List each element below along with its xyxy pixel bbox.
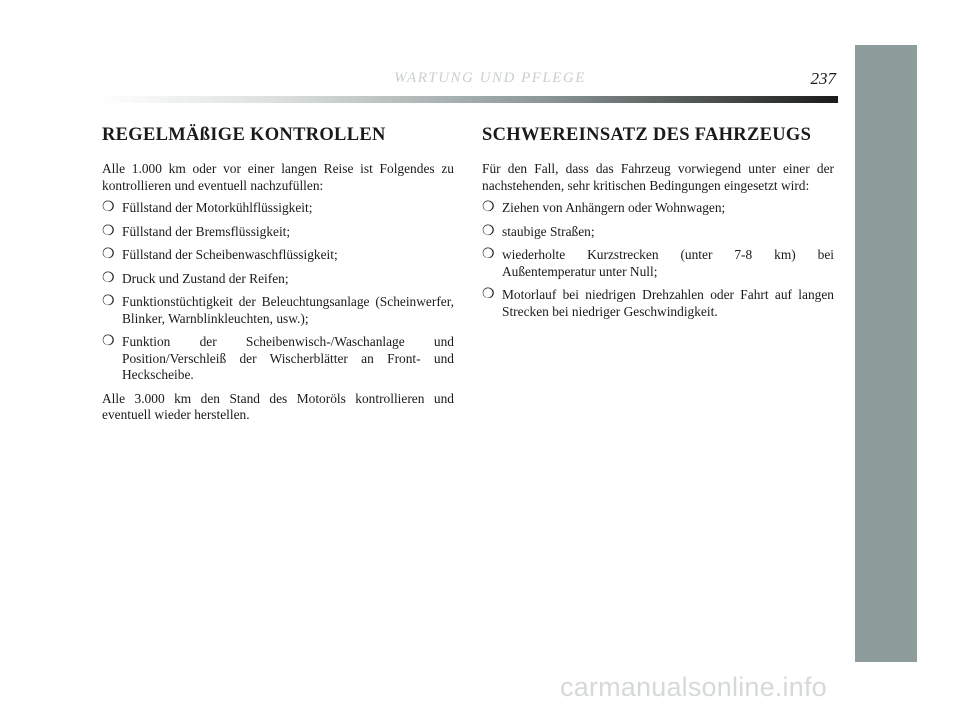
- list-item-text: Ziehen von Anhängern oder Wohnwagen;: [502, 200, 726, 215]
- list-item-text: Funktionstüchtigkeit der Beleuchtungsanlage (Scheinwerfer, Blinker, Warnblinkleuchten, usw.);: [122, 294, 454, 326]
- list-item: [482, 224, 834, 241]
- list-item: [482, 200, 834, 217]
- circle-bullet-icon: ❍: [482, 287, 495, 302]
- section-heading-heavy-use: SCHWEREINSATZ DES FAHRZEUGS: [482, 125, 812, 145]
- list-item-text: Füllstand der Motorkühlflüssigkeit;: [122, 200, 313, 215]
- list-item: [102, 224, 454, 241]
- right-column: [482, 124, 834, 327]
- list-item-text: Motorlauf bei niedrigen Drehzahlen oder Fahrt auf langen Strecken bei niedriger Geschwindigkeit.: [502, 287, 834, 319]
- list-item-text: Füllstand der Bremsflüssigkeit;: [122, 223, 291, 239]
- circle-bullet-icon: ❍: [482, 223, 495, 239]
- header-rule: [100, 96, 838, 103]
- list-item: [102, 334, 454, 384]
- left-outro: Alle 3.000 km den Stand des Motoröls kontrollieren und eventuell wieder herstellen.: [102, 390, 454, 422]
- right-intro: Für den Fall, dass das Fahrzeug vorwiegend unter einer der nachstehenden, sehr kritischen Bedingungen eingesetzt wird:: [482, 161, 834, 193]
- list-item-text: staubige Straßen;: [502, 223, 595, 239]
- watermark: carmanualsonline.info: [560, 672, 827, 702]
- circle-bullet-icon: ❍: [482, 247, 495, 262]
- list-item-text: Funktion der Scheibenwisch-/Waschanlage und Position/Verschleiß der Wischerblätter an Front- und Heckscheibe.: [122, 334, 454, 382]
- circle-bullet-icon: ❍: [102, 223, 115, 239]
- left-intro: Alle 1.000 km oder vor einer langen Reise ist Folgendes zu kontrollieren und eventuell nachzufüllen:: [102, 161, 454, 193]
- circle-bullet-icon: ❍: [102, 334, 115, 349]
- list-item: [482, 247, 834, 280]
- left-column: [102, 124, 454, 430]
- circle-bullet-icon: ❍: [482, 200, 495, 215]
- list-item-text: Füllstand der Scheibenwaschflüssigkeit;: [122, 247, 338, 262]
- list-item: [102, 294, 454, 327]
- side-tab: [855, 45, 917, 662]
- page-number: 237: [810, 69, 836, 88]
- list-item-text: wiederholte Kurzstrecken (unter 7-8 km) bei Außentemperatur unter Null;: [502, 247, 834, 279]
- right-bullet-list: [482, 200, 834, 320]
- left-bullet-list: [102, 200, 454, 384]
- list-item: [102, 247, 454, 264]
- section-heading-regular-checks: REGELMÄßIGE KONTROLLEN: [102, 125, 386, 145]
- running-header-title: WARTUNG UND PFLEGE: [394, 70, 586, 86]
- list-item: [102, 200, 454, 217]
- circle-bullet-icon: ❍: [102, 270, 115, 286]
- list-item-text: Druck und Zustand der Reifen;: [122, 270, 289, 286]
- list-item: [482, 287, 834, 320]
- circle-bullet-icon: ❍: [102, 200, 115, 215]
- list-item: [102, 271, 454, 288]
- circle-bullet-icon: ❍: [102, 294, 115, 309]
- circle-bullet-icon: ❍: [102, 247, 115, 262]
